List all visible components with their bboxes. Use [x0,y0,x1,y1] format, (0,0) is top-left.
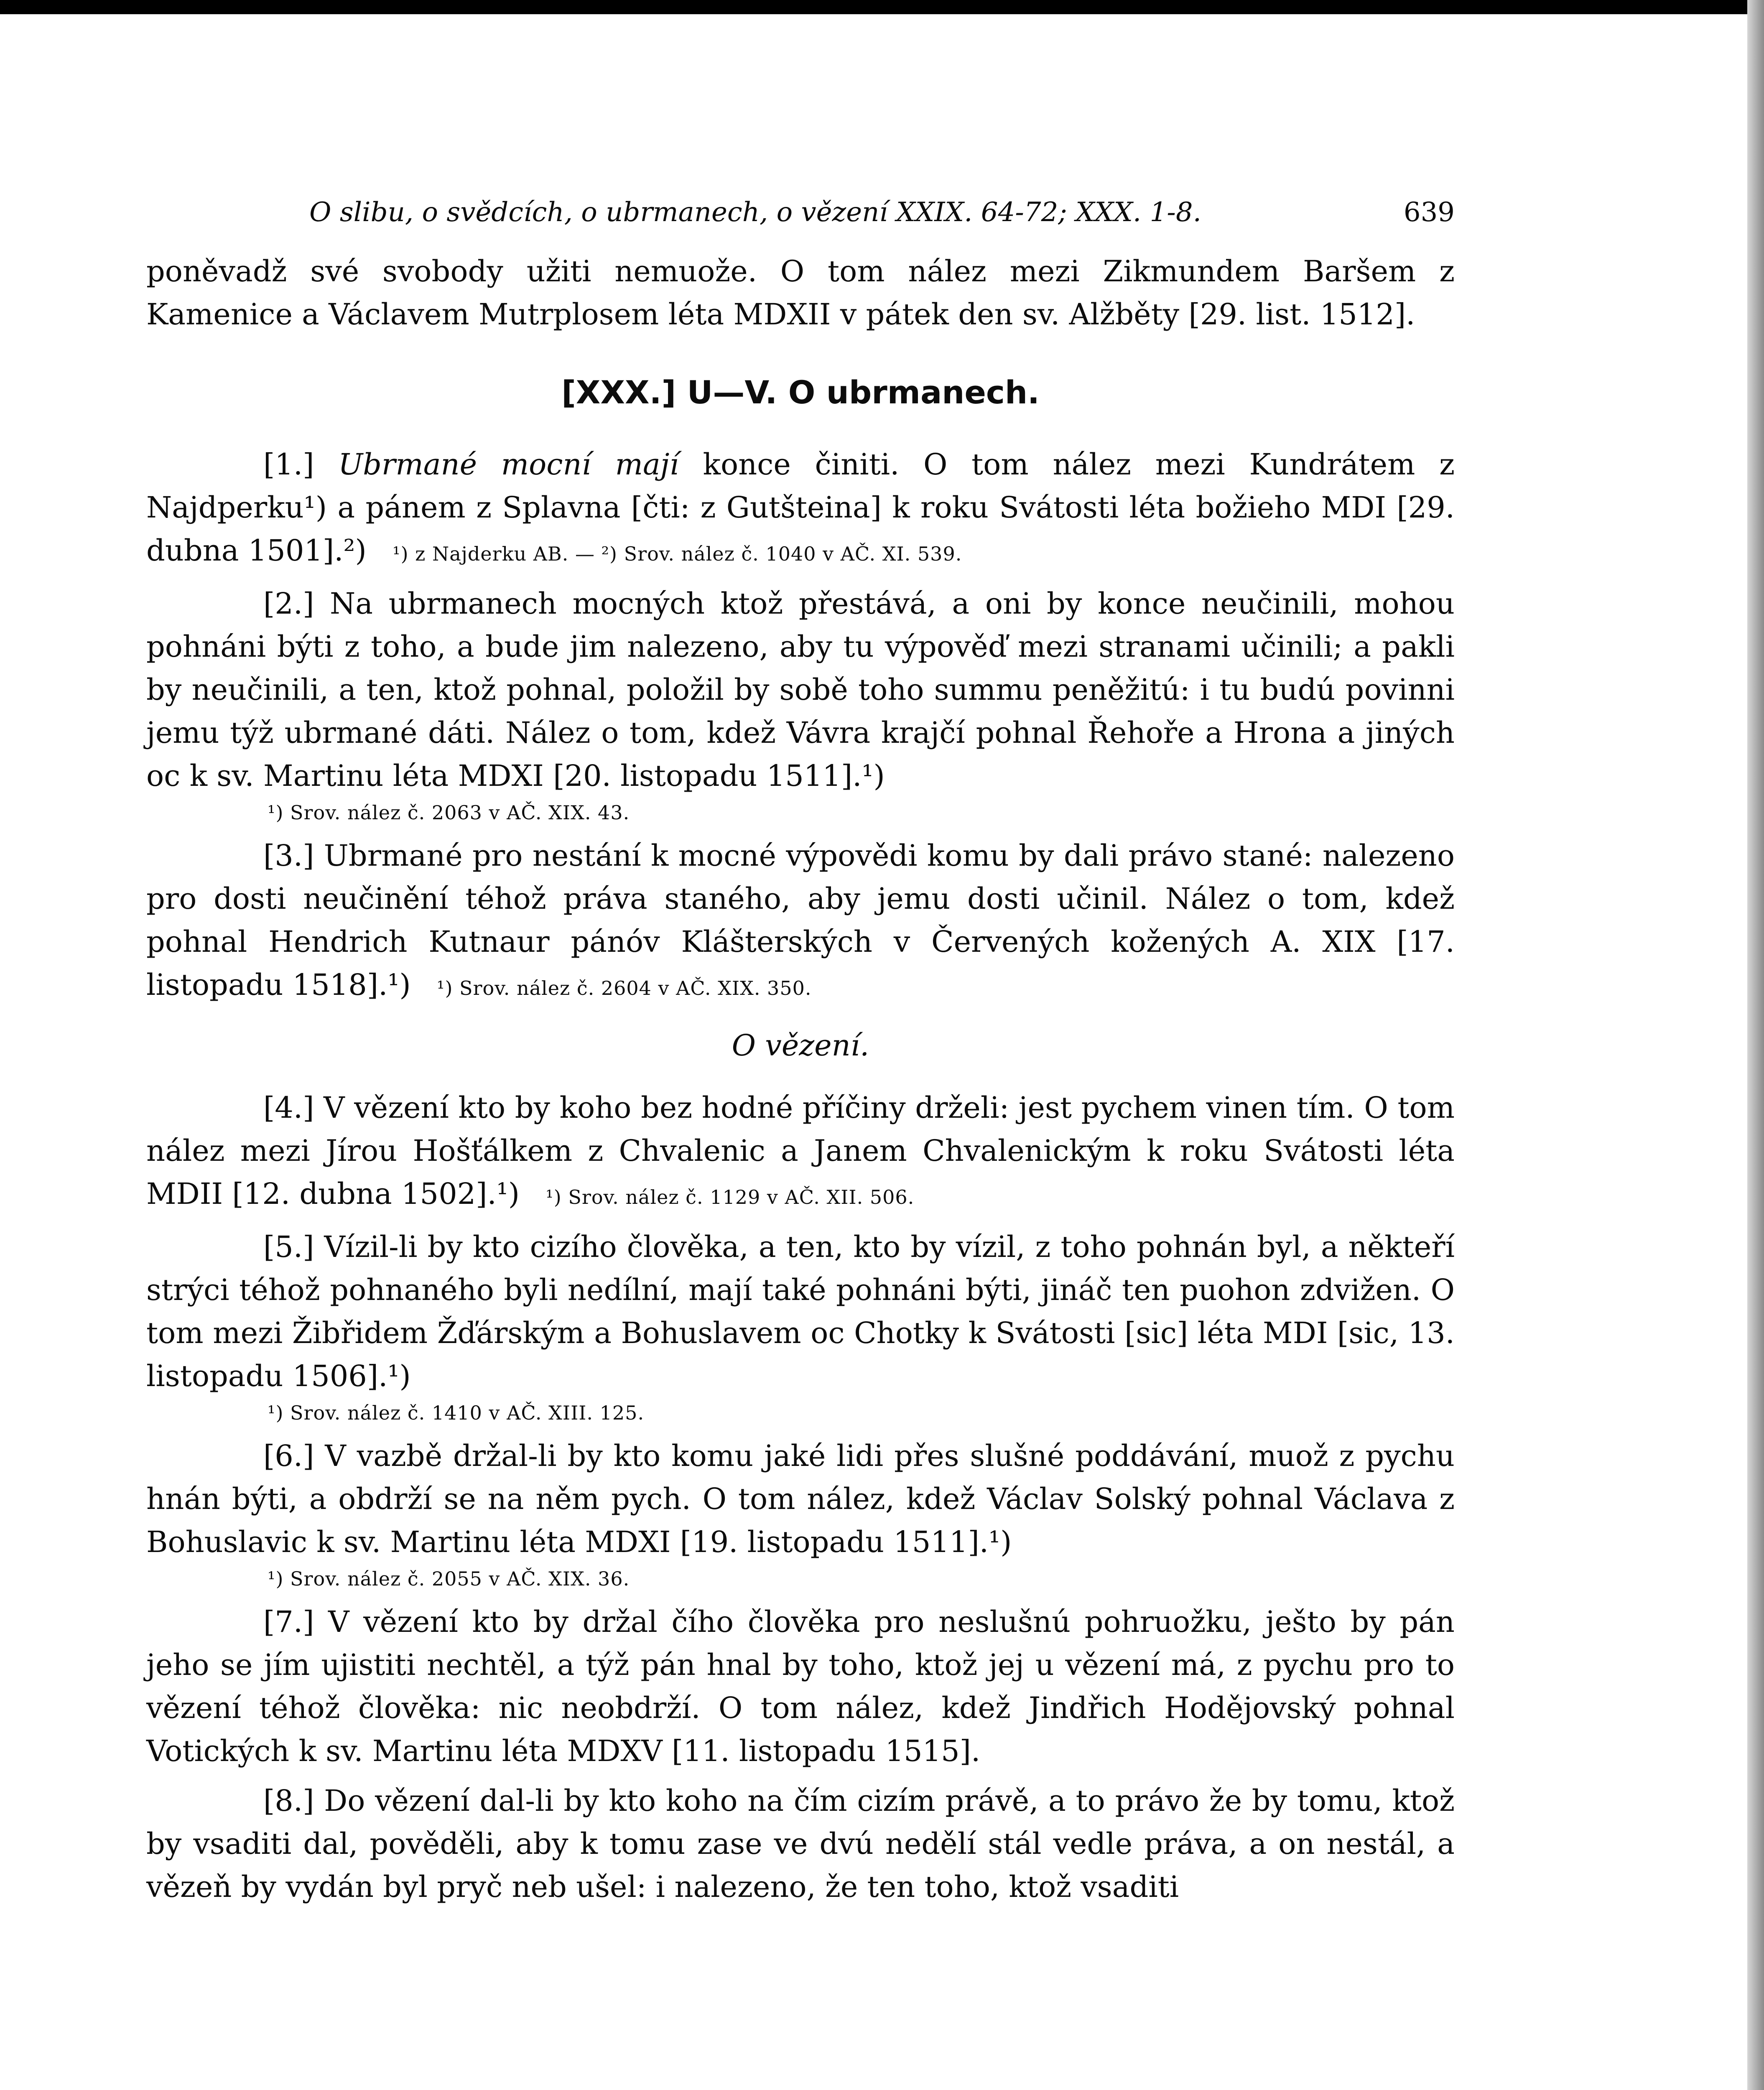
section-number: [8.] [263,1784,314,1818]
running-title: O slibu, o svědcích, o ubrmanech, o vězení XXIX. 64-72; XXX. 1-8. [309,197,1201,228]
section-text: V vazbě držal-li by kto komu jaké lidi přes slušné poddávání, muož z pychu hnán býti, a obdrží se na něm pych. O tom nález, kdež Václav Solský pohnal Václava z Bohuslavic k sv. Martinu léta MDXI [19. listopadu 1511].¹) [146,1439,1455,1559]
section-7 [146,1601,1455,1773]
scan-top-edge [0,0,1764,14]
section-number: [6.] [263,1439,314,1473]
section-text: V vězení kto by držal čího člověka pro neslušnú pohruožku, ješto by pán jeho se jím ujistiti nechtěl, a týž pán hnal by toho, ktož jej u vězení má, z pychu pro to vězení téhož člověka: nic neobdrží. O tom nález, kdež Jindřich Hodějovský pohnal Votických k sv. Martinu léta MDXV [11. listopadu 1515]. [146,1605,1455,1768]
intro-paragraph: poněvadž své svobody užiti nemuože. O tom nález mezi Zikmundem Baršem z Kamenice a Václavem Mutrplosem léta MDXII v pátek den sv. Alžběty [29. list. 1512]. [146,254,1455,331]
book-page [146,192,1455,1909]
footnote-line: ¹) Srov. nález č. 2063 v AČ. XIX. 43. [268,801,630,824]
chapter-title: [XXX.] U—V. O ubrmanech. [561,374,1040,411]
section-number: [2.] [263,586,314,621]
section-8 [146,1779,1455,1909]
section-number: [4.] [263,1091,314,1125]
footnote-inline: ¹) Srov. nález č. 1129 v AČ. XII. 506. [546,1186,915,1208]
footnote-line: ¹) Srov. nález č. 2055 v AČ. XIX. 36. [268,1568,630,1590]
section-number: [1.] [263,447,314,482]
footnote-inline: ¹) Srov. nález č. 2604 v AČ. XIX. 350. [437,977,812,999]
subheading: O vězení. [732,1028,869,1063]
section-text: Ubrmané pro nestání k mocné výpovědi komu by dali právo stané: nalezeno pro dosti neučinění téhož práva staného, aby jemu dosti učinil. Nález o tom, kdež pohnal Hendrich Kutnaur pánóv Klášterských v Červených kožených A. XIX [17. listopadu 1518].¹) [146,839,1455,1002]
section-3 [146,834,1455,1010]
section-number: [7.] [263,1605,314,1639]
section-number: [5.] [263,1230,314,1264]
scan-right-edge [1747,0,1764,2090]
section-4 [146,1086,1455,1219]
section-5 [146,1226,1455,1398]
page-number: 639 [1403,197,1455,228]
section-6 [146,1435,1455,1564]
section-2 [146,582,1455,798]
section-text: Na ubrmanech mocných ktož přestává, a oni by konce neučinili, mohou pohnáni býti z toho, a bude jim nalezeno, aby tu výpověď mezi stranami učinili; a pakli by neučinili, a ten, ktož pohnal, položil by sobě toho summu peněžitú: i tu budú povinni jemu týž ubrmané dáti. Nález o tom, kdež Vávra krajčí pohnal Řehoře a Hrona a jiných oc k sv. Martinu léta MDXI [20. listopadu 1511].¹) [146,586,1455,793]
section-text: V vězení kto by koho bez hodné příčiny drželi: jest pychem vinen tím. O tom nález mezi Jírou Hošťálkem z Chvalenic a Janem Chvalenickým k roku Svátosti léta MDII [12. dubna 1502].¹) [146,1091,1455,1211]
footnote-inline: ¹) z Najderku AB. — ²) Srov. nález č. 1040 v AČ. XI. 539. [393,543,962,565]
section-text: Do vězení dal-li by kto koho na čím cizím právě, a to právo že by tomu, ktož by vsaditi dal, pověděli, aby k tomu zase ve dvú nedělí stál vedle práva, a on nestál, a vězeň by vydán byl pryč neb ušel: i nalezeno, že ten toho, ktož vsaditi [146,1784,1455,1904]
section-1 [146,443,1455,576]
footnote-line: ¹) Srov. nález č. 1410 v AČ. XIII. 125. [268,1402,645,1424]
section-text: Vízil-li by kto cizího člověka, a ten, kto by vízil, z toho pohnán byl, a někteří strýci téhož pohnaného byli nedílní, mají také pohnáni býti, jináč ten puohon zdvižen. O tom mezi Žibřidem Žďárským a Bohuslavem oc Chotky k Svátosti [sic] léta MDI [sic, 13. listopadu 1506].¹) [146,1230,1455,1393]
section-number: [3.] [263,839,314,873]
section-text: konce činiti. O tom nález mezi Kundrátem z Najdperku¹) a pánem z Splavna [čti: z Gutšteina] k roku Svátosti léta božieho MDI [29. dubna 1501].²) [146,447,1455,568]
section-italic-lead: Ubrmané mocní mají [338,447,679,482]
running-header [146,192,1455,232]
